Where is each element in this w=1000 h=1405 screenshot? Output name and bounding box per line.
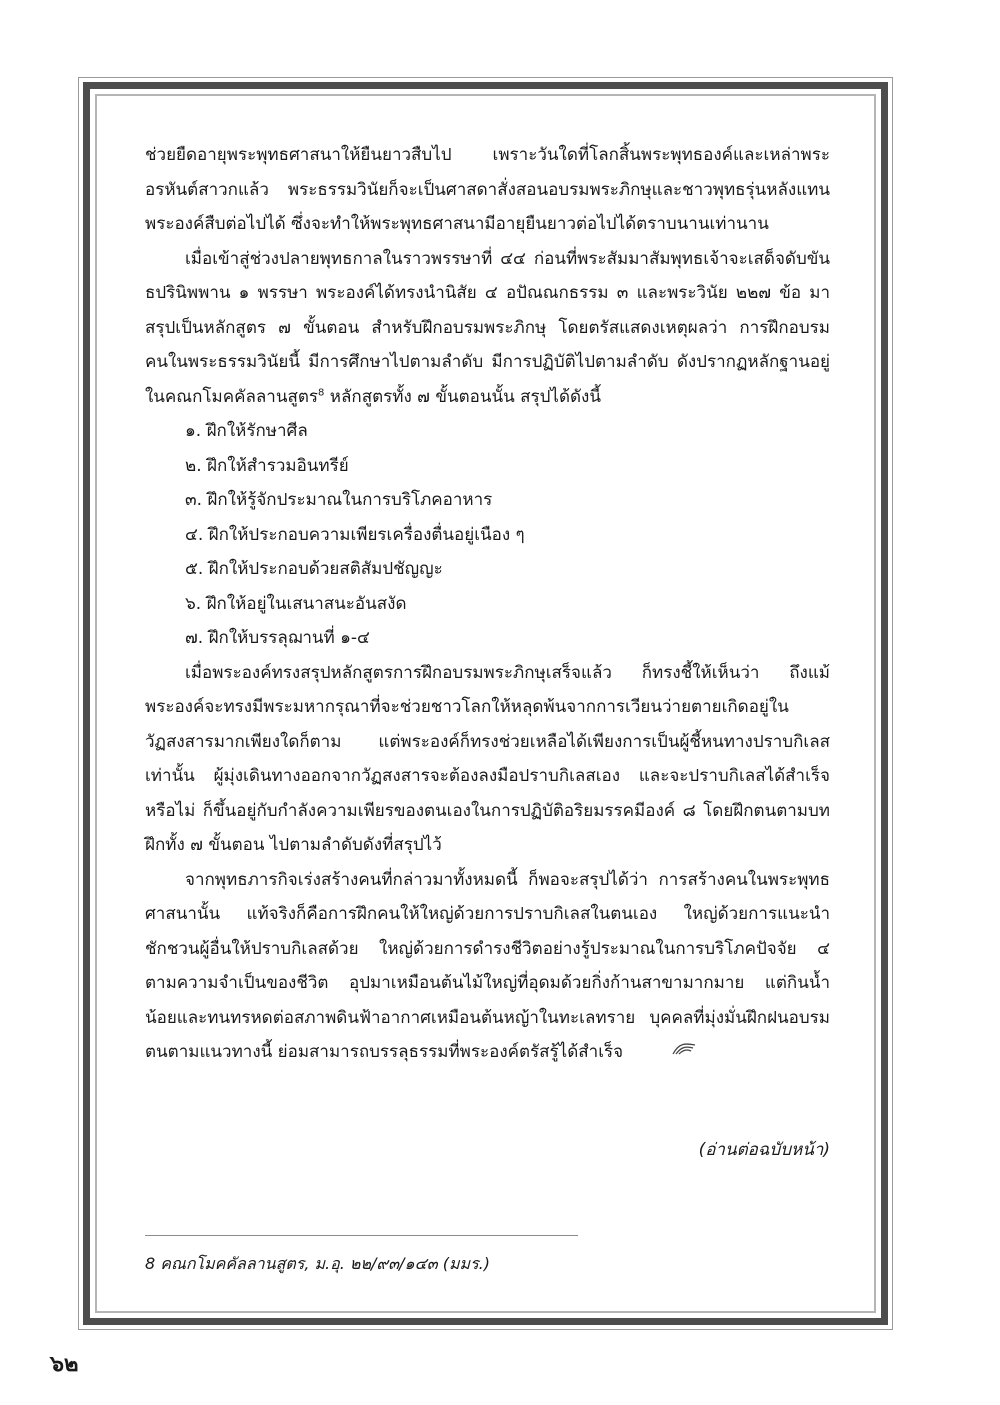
paragraph-3: เมื่อพระองค์ทรงสรุปหลักสูตรการฝึกอบรมพระภิกษุเสร็จแล้ว ก็ทรงชี้ให้เห็นว่า ถึงแม้พระองค์จะทรงมีพระมหากรุณาที่จะช่วยชาวโลกให้หลุดพ้นจากการเวียนว่ายตายเกิดอยู่ในวัฏสงสารมากเพียงใดก็ตาม แต่พระองค์ก็ทรงช่วยเหลือได้เพียงการเป็นผู้ชี้หนทางปราบกิเลสเท่านั้น ผู้มุ่งเดินทางออกจากวัฏสงสารจะต้องลงมือปราบกิเลสเอง และจะปราบกิเลสได้สำเร็จหรือไม่ ก็ขึ้นอยู่กับกำลังความเพียรของตนเองในการปฏิบัติอริยมรรคมีองค์ ๘ โดยฝึกตนตามบทฝึกทั้ง ๗ ขั้นตอน ไปตามลำดับดังที่สรุปไว้ [145, 662, 830, 855]
list-item: ๗. ฝึกให้บรรลุฌานที่ ๑-๔ [185, 628, 370, 648]
footnote-divider [145, 1235, 578, 1236]
training-steps-list [145, 414, 830, 656]
footnote-reference[interactable]: 8 [318, 386, 325, 398]
footnote: 8 คณกโมคคัลลานสูตร, ม.อุ. ๒๒/๙๓/๑๔๓ (มมร.) [145, 1254, 490, 1273]
list-item: ๓. ฝึกให้รู้จักประมาณในการบริโภคอาหาร [185, 490, 493, 510]
list-item: ๕. ฝึกให้ประกอบด้วยสติสัมปชัญญะ [185, 559, 443, 579]
paragraph-2-text-end: หลักสูตรทั้ง ๗ ขั้นตอนนั้น สรุปได้ดังนี้ [324, 386, 601, 407]
list-item: ๔. ฝึกให้ประกอบความเพียรเครื่องตื่นอยู่เนือง ๆ [185, 524, 525, 545]
paragraph-2-text: เมื่อเข้าสู่ช่วงปลายพุทธกาลในราวพรรษาที่ ๔๔ ก่อนที่พระสัมมาสัมพุทธเจ้าจะเสด็จดับขันธปรินิพพาน ๑ พรรษา พระองค์ได้ทรงนำนิสัย ๔ อปัณณกธรรม ๓ และพระวินัย ๒๒๗ ข้อ มาสรุปเป็นหลักสูตร ๗ ขั้นตอน สำหรับฝึกอบรมพระภิกษุ โดยตรัสแสดงเหตุผลว่า การฝึกอบรมคนในพระธรรมวินัยนี้ มีการศึกษาไปตามลำดับ มีการปฏิบัติไปตามลำดับ ดังปรากฏหลักฐานอยู่ในคณกโมคคัลลานสูตร [145, 248, 830, 407]
paragraph-2 [145, 242, 830, 415]
list-item: ๒. ฝึกให้สำรวมอินทรีย์ [185, 455, 349, 476]
end-flourish-icon [631, 1035, 697, 1070]
continued-next-issue-note: (อ่านต่อฉบับหน้า) [698, 1140, 830, 1160]
page-number: ๖๒ [50, 1352, 79, 1377]
list-item: ๖. ฝึกให้อยู่ในเสนาสนะอันสงัด [185, 593, 407, 614]
paragraph-4 [145, 863, 830, 1070]
list-item: ๑. ฝึกให้รักษาศีล [185, 421, 308, 441]
paragraph-4-text: จากพุทธภารกิจเร่งสร้างคนที่กล่าวมาทั้งหมดนี้ ก็พอจะสรุปได้ว่า การสร้างคนในพระพุทธศาสนานั้น แท้จริงก็คือการฝึกคนให้ใหญ่ด้วยการปราบกิเลสในตนเอง ใหญ่ด้วยการแนะนำชักชวนผู้อื่นให้ปราบกิเลสด้วย ใหญ่ด้วยการดำรงชีวิตอย่างรู้ประมาณในการบริโภคปัจจัย ๔ ตามความจำเป็นของชีวิต อุปมาเหมือนต้นไม้ใหญ่ที่อุดมด้วยกิ่งก้านสาขามากมาย แต่กินน้ำน้อยและทนทรหดต่อสภาพดินฟ้าอากาศเหมือนต้นหญ้าในทะเลทราย บุคคลที่มุ่งมั่นฝึกฝนอบรมตนตามแนวทางนี้ ย่อมสามารถบรรลุธรรมที่พระองค์ตรัสรู้ได้สำเร็จ [145, 869, 830, 1062]
paragraph-1: ช่วยยืดอายุพระพุทธศาสนาให้ยืนยาวสืบไป เพราะวันใดที่โลกสิ้นพระพุทธองค์และเหล่าพระอรหันต์สาวกแล้ว พระธรรมวินัยก็จะเป็นศาสดาสั่งสอนอบรมพระภิกษุและชาวพุทธรุ่นหลังแทนพระองค์สืบต่อไปได้ ซึ่งจะทำให้พระพุทธศาสนามีอายุยืนยาวต่อไปได้ตราบนานเท่านาน [145, 145, 830, 234]
article-body [145, 138, 830, 1070]
